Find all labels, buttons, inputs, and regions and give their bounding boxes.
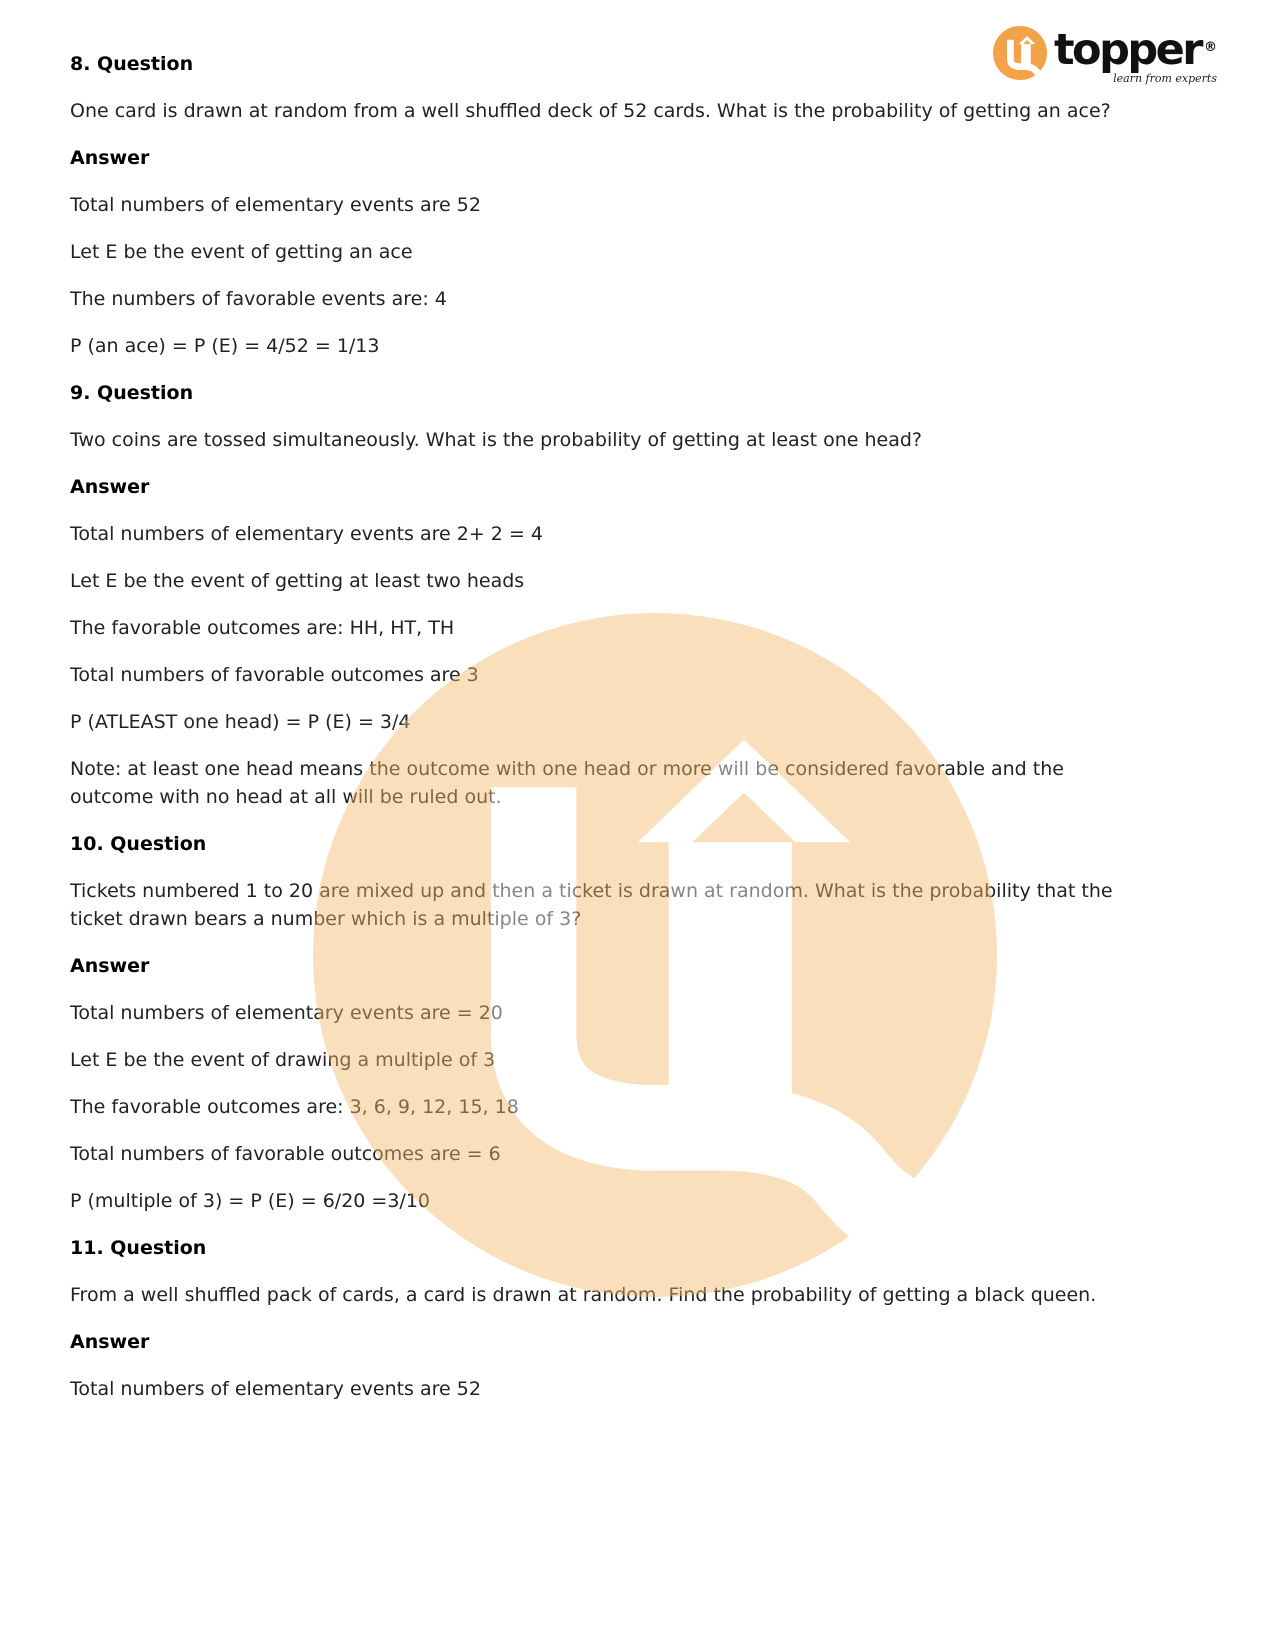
brand-tagline: learn from experts [1113, 72, 1217, 85]
body-paragraph: Total numbers of elementary events are 2+ 2 = 4 [70, 523, 543, 545]
body-paragraph: Total numbers of elementary events are 52 [70, 194, 481, 216]
body-paragraph: Note: at least one head means the outcome with one head or more will be considered favorable and the outcome with no head at all will be ruled out. [70, 758, 1064, 808]
section-heading: Answer [70, 147, 150, 169]
body-paragraph: P (multiple of 3) = P (E) = 6/20 =3/10 [70, 1190, 431, 1212]
body-paragraph: Let E be the event of drawing a multiple of 3 [70, 1049, 496, 1071]
section-heading: 10. Question [70, 833, 207, 855]
body-paragraph: Total numbers of favorable outcomes are 3 [70, 664, 479, 686]
body-paragraph: From a well shuffled pack of cards, a card is drawn at random. Find the probability of getting a black queen. [70, 1284, 1097, 1306]
body-paragraph: Total numbers of elementary events are = 20 [70, 1002, 503, 1024]
body-paragraph: P (an ace) = P (E) = 4/52 = 1/13 [70, 335, 380, 357]
body-paragraph: Let E be the event of getting at least two heads [70, 570, 525, 592]
section-heading: Answer [70, 1331, 150, 1353]
section-heading: Answer [70, 955, 150, 977]
registered-trademark-symbol: ® [1204, 40, 1217, 55]
body-paragraph: The numbers of favorable events are: 4 [70, 288, 447, 310]
body-paragraph: P (ATLEAST one head) = P (E) = 3/4 [70, 711, 411, 733]
topper-logo [993, 26, 1217, 85]
body-paragraph: The favorable outcomes are: HH, HT, TH [70, 617, 455, 639]
body-paragraph: The favorable outcomes are: 3, 6, 9, 12, 15, 18 [70, 1096, 519, 1118]
body-paragraph: Total numbers of favorable outcomes are = 6 [70, 1143, 501, 1165]
topper-logo-text [1054, 26, 1217, 85]
body-paragraph: One card is drawn at random from a well shuffled deck of 52 cards. What is the probability of getting an ace? [70, 100, 1111, 122]
body-paragraph: Tickets numbered 1 to 20 are mixed up and then a ticket is drawn at random. What is the probability that the ticket drawn bears a number which is a multiple of 3? [70, 880, 1113, 930]
body-paragraph: Two coins are tossed simultaneously. What is the probability of getting at least one head? [70, 429, 922, 451]
body-paragraph: Let E be the event of getting an ace [70, 241, 413, 263]
section-heading: Answer [70, 476, 150, 498]
topper-u-arrow-icon [993, 26, 1047, 80]
document-content [70, 50, 1128, 1422]
body-paragraph: Total numbers of elementary events are 52 [70, 1378, 481, 1400]
section-heading: 8. Question [70, 53, 194, 75]
brand-wordmark: topper [1053, 25, 1201, 75]
section-heading: 11. Question [70, 1237, 207, 1259]
section-heading: 9. Question [70, 382, 194, 404]
